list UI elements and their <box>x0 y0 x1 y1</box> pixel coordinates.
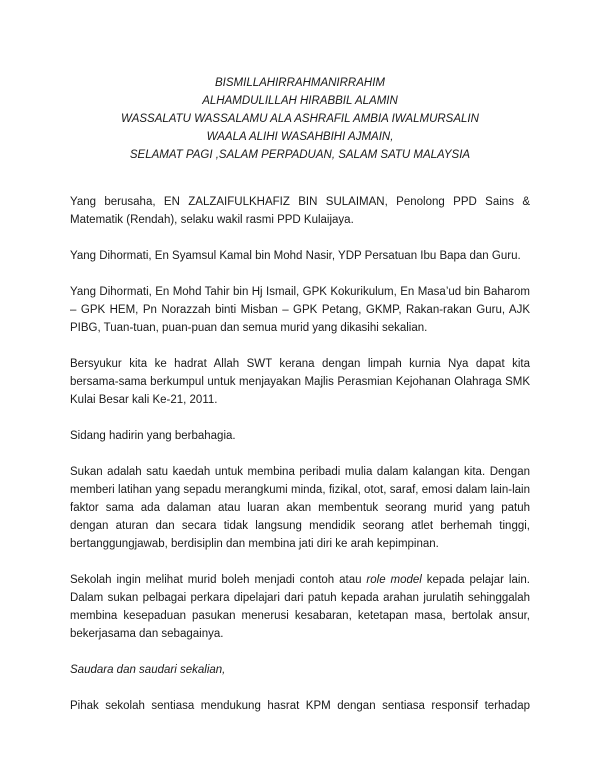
header-line: WAALA ALIHI WASAHBIHI AJMAIN, <box>206 131 394 143</box>
italic-term: role model <box>366 574 422 586</box>
speech-body <box>70 193 530 733</box>
paragraph-sports-purpose: Sukan adalah satu kaedah untuk membina peribadi mulia dalam kalangan kita. Dengan memberi latihan yang sepadu merangkumi minda, fizikal, otot, saraf, emosi dalam lain-lain faktor sama ada dalaman atau luaran akan membentuk seorang murid yang patuh dengan aturan dan secara tidak langsung mendidik seorang atlet berhemah tinggi, bertanggungjawab, berdisiplin dan membina jati diri ke arah kepimpinan. <box>70 466 530 550</box>
text-span: kepada pelajar lain. Dalam sukan pelbagai perkara dipelajari dari patuh kepada arahan jurulatih sehinggalah membina kesepaduan pasukan menerusi kesabaran, ketetapan masa, bertolak ansur, bekerjasama dan sebagainya. <box>70 574 530 640</box>
header-line: WASSALATU WASSALAMU ALA ASHRAFIL AMBIA IWALMURSALIN <box>121 113 479 125</box>
paragraph-greeting-ydp: Yang Dihormati, En Syamsul Kamal bin Mohd Nasir, YDP Persatuan Ibu Bapa dan Guru. <box>70 250 521 262</box>
header-line: ALHAMDULILLAH HIRABBIL ALAMIN <box>202 95 398 107</box>
paragraph-greeting-ppd: Yang berusaha, EN ZALZAIFULKHAFIZ BIN SULAIMAN, Penolong PPD Sains & Matematik (Rendah), selaku wakil rasmi PPD Kulaijaya. <box>70 196 530 226</box>
paragraph-greeting-gpk: Yang Dihormati, En Mohd Tahir bin Hj Ismail, GPK Kokurikulum, En Masa’ud bin Baharom – GPK HEM, Pn Norazzah binti Misban – GPK Petang, GKMP, Rakan-rakan Guru, AJK PIBG, Tuan-tuan, puan-puan dan semua murid yang dikasihi sekalian. <box>70 286 530 334</box>
header-line: BISMILLAHIRRAHMANIRRAHIM <box>215 77 385 89</box>
paragraph-gratitude: Bersyukur kita ke hadrat Allah SWT kerana dengan limpah kurnia Nya dapat kita bersama-sama berkumpul untuk menjayakan Majlis Perasmian Kejohanan Olahraga SMK Kulai Besar kali Ke-21, 2011. <box>70 358 530 406</box>
text-span: Sekolah ingin melihat murid boleh menjadi contoh atau <box>70 574 367 586</box>
paragraph-role-model <box>70 571 530 643</box>
paragraph-address: Saudara dan saudari sekalian, <box>70 664 226 676</box>
paragraph-school-support: Pihak sekolah sentiasa mendukung hasrat KPM dengan sentiasa responsif terhadap <box>70 700 530 712</box>
paragraph-audience: Sidang hadirin yang berbahagia. <box>70 430 236 442</box>
salutation-header <box>0 74 600 164</box>
header-line: SELAMAT PAGI ,SALAM PERPADUAN, SALAM SATU MALAYSIA <box>129 149 471 161</box>
